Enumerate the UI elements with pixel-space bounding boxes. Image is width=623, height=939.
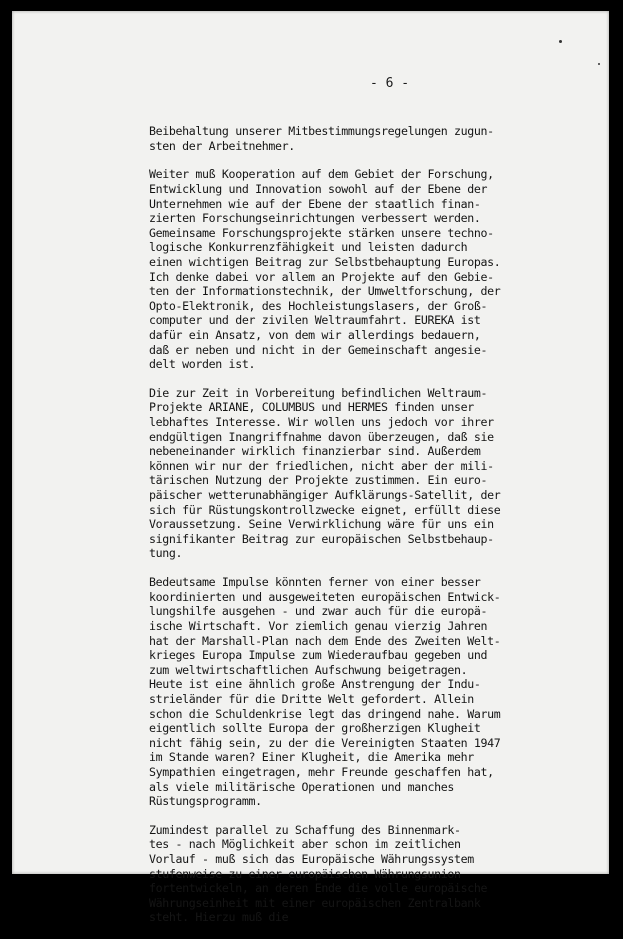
text-line: Weiter muß Kooperation auf dem Gebiet der Forschung, — [149, 167, 494, 182]
text-line: delt worden ist. — [149, 357, 256, 372]
text-line: sten der Arbeitnehmer. — [149, 138, 295, 153]
text-line: endgültigen Inangriffnahme davon überzeugen, daß sie — [149, 429, 494, 444]
text-line: hat der Marshall-Plan nach dem Ende des Zweiten Welt- — [149, 633, 501, 648]
paragraph — [149, 167, 589, 371]
text-line: Zumindest parallel zu Schaffung des Binnenmark- — [149, 822, 461, 837]
paragraph — [149, 575, 589, 809]
text-line: steht. Hierzu muß die — [149, 910, 289, 925]
text-line: zum weltwirtschaftlichen Aufschwung beigetragen. — [149, 662, 468, 677]
text-line: als viele militärische Operationen und manches — [149, 779, 454, 794]
text-line: können wir nur der friedlichen, nicht aber der mili- — [149, 458, 494, 473]
text-line: strieländer für die Dritte Welt gefordert. Allein — [149, 691, 474, 706]
paragraph — [149, 823, 589, 925]
text-line: nebeneinander wirklich finanzierbar sind. Außerdem — [149, 444, 481, 459]
text-line: krieges Europa Impulse zum Wiederaufbau gegeben und — [149, 648, 488, 663]
paragraph — [149, 124, 589, 153]
text-line: Vorlauf - muß sich das Europäische Währungssystem — [149, 852, 474, 867]
text-line: computer und der zivilen Weltraumfahrt. EUREKA ist — [149, 313, 481, 328]
text-line: logische Konkurrenzfähigkeit und leisten dadurch — [149, 240, 468, 255]
text-line: tes - nach Möglichkeit aber schon im zeitlichen — [149, 837, 461, 852]
text-line: Unternehmen wie auf der Ebene der staatlich finan- — [149, 196, 481, 211]
text-line: Sympathien eingetragen, mehr Freunde geschaffen hat, — [149, 764, 494, 779]
scan-speck — [598, 63, 600, 65]
text-line: Opto-Elektronik, des Hochleistungslasers, der Groß- — [149, 298, 488, 313]
text-line: Projekte ARIANE, COLUMBUS und HERMES finden unser — [149, 400, 474, 415]
text-line: eigentlich sollte Europa der großherzigen Klugheit — [149, 721, 481, 736]
text-line: koordinierten und ausgeweiteten europäischen Entwick- — [149, 589, 501, 604]
text-line: Ich denke dabei vor allem an Projekte auf den Gebie- — [149, 269, 494, 284]
text-line: einen wichtigen Beitrag zur Selbstbehauptung Europas. — [149, 254, 501, 269]
text-line: tung. — [149, 546, 183, 561]
text-line: Gemeinsame Forschungsprojekte stärken unsere techno- — [149, 225, 494, 240]
text-line: schon die Schuldenkrise legt das dringend nahe. Warum — [149, 706, 501, 721]
text-line: ische Wirtschaft. Vor ziemlich genau vierzig Jahren — [149, 618, 488, 633]
text-line: lungshilfe ausgehen - und zwar auch für die europä- — [149, 604, 488, 619]
paragraph — [149, 386, 589, 561]
document-body — [149, 124, 589, 939]
text-line: lebhaftes Interesse. Wir wollen uns jedoch vor ihrer — [149, 415, 494, 430]
text-line: stufenweise zu einer europäischen Währungsunion — [149, 866, 461, 881]
text-line: im Stande waren? Einer Klugheit, die Amerika mehr — [149, 750, 474, 765]
text-line: Währungseinheit mit einer europäischen Zentralbank — [149, 895, 481, 910]
text-line: päischer wetterunabhängiger Aufklärungs-Satellit, der — [149, 488, 501, 503]
text-line: signifikanter Beitrag zur europäischen Selbstbehaup- — [149, 531, 494, 546]
page-number: - 6 - — [370, 76, 410, 91]
text-line: Rüstungsprogramm. — [149, 794, 262, 809]
text-line: dafür ein Ansatz, von dem wir allerdings bedauern, — [149, 327, 481, 342]
text-line: zierten Forschungseinrichtungen verbessert werden. — [149, 211, 481, 226]
text-line: Heute ist eine ähnlich große Anstrengung der Indu- — [149, 677, 481, 692]
text-line: Voraussetzung. Seine Verwirklichung wäre für uns ein — [149, 517, 494, 532]
text-line: fortentwickeln, an deren Ende die volle europäische — [149, 881, 488, 896]
text-line: tärischen Nutzung der Projekte zustimmen. Ein euro- — [149, 473, 488, 488]
text-line: Beibehaltung unserer Mitbestimmungsregelungen zugun- — [149, 124, 494, 138]
text-line: Bedeutsame Impulse könnten ferner von einer besser — [149, 575, 481, 590]
text-line: daß er neben und nicht in der Gemeinschaft angesie- — [149, 342, 488, 357]
text-line: Die zur Zeit in Vorbereitung befindlichen Weltraum- — [149, 385, 488, 400]
text-line: nicht fähig sein, zu der die Vereinigten Staaten 1947 — [149, 735, 501, 750]
scan-speck — [559, 40, 562, 43]
text-line: Entwicklung und Innovation sowohl auf der Ebene der — [149, 181, 488, 196]
text-line: ten der Informationstechnik, der Umweltforschung, der — [149, 284, 501, 299]
text-line: sich für Rüstungskontrollzwecke eignet, erfüllt diese — [149, 502, 501, 517]
